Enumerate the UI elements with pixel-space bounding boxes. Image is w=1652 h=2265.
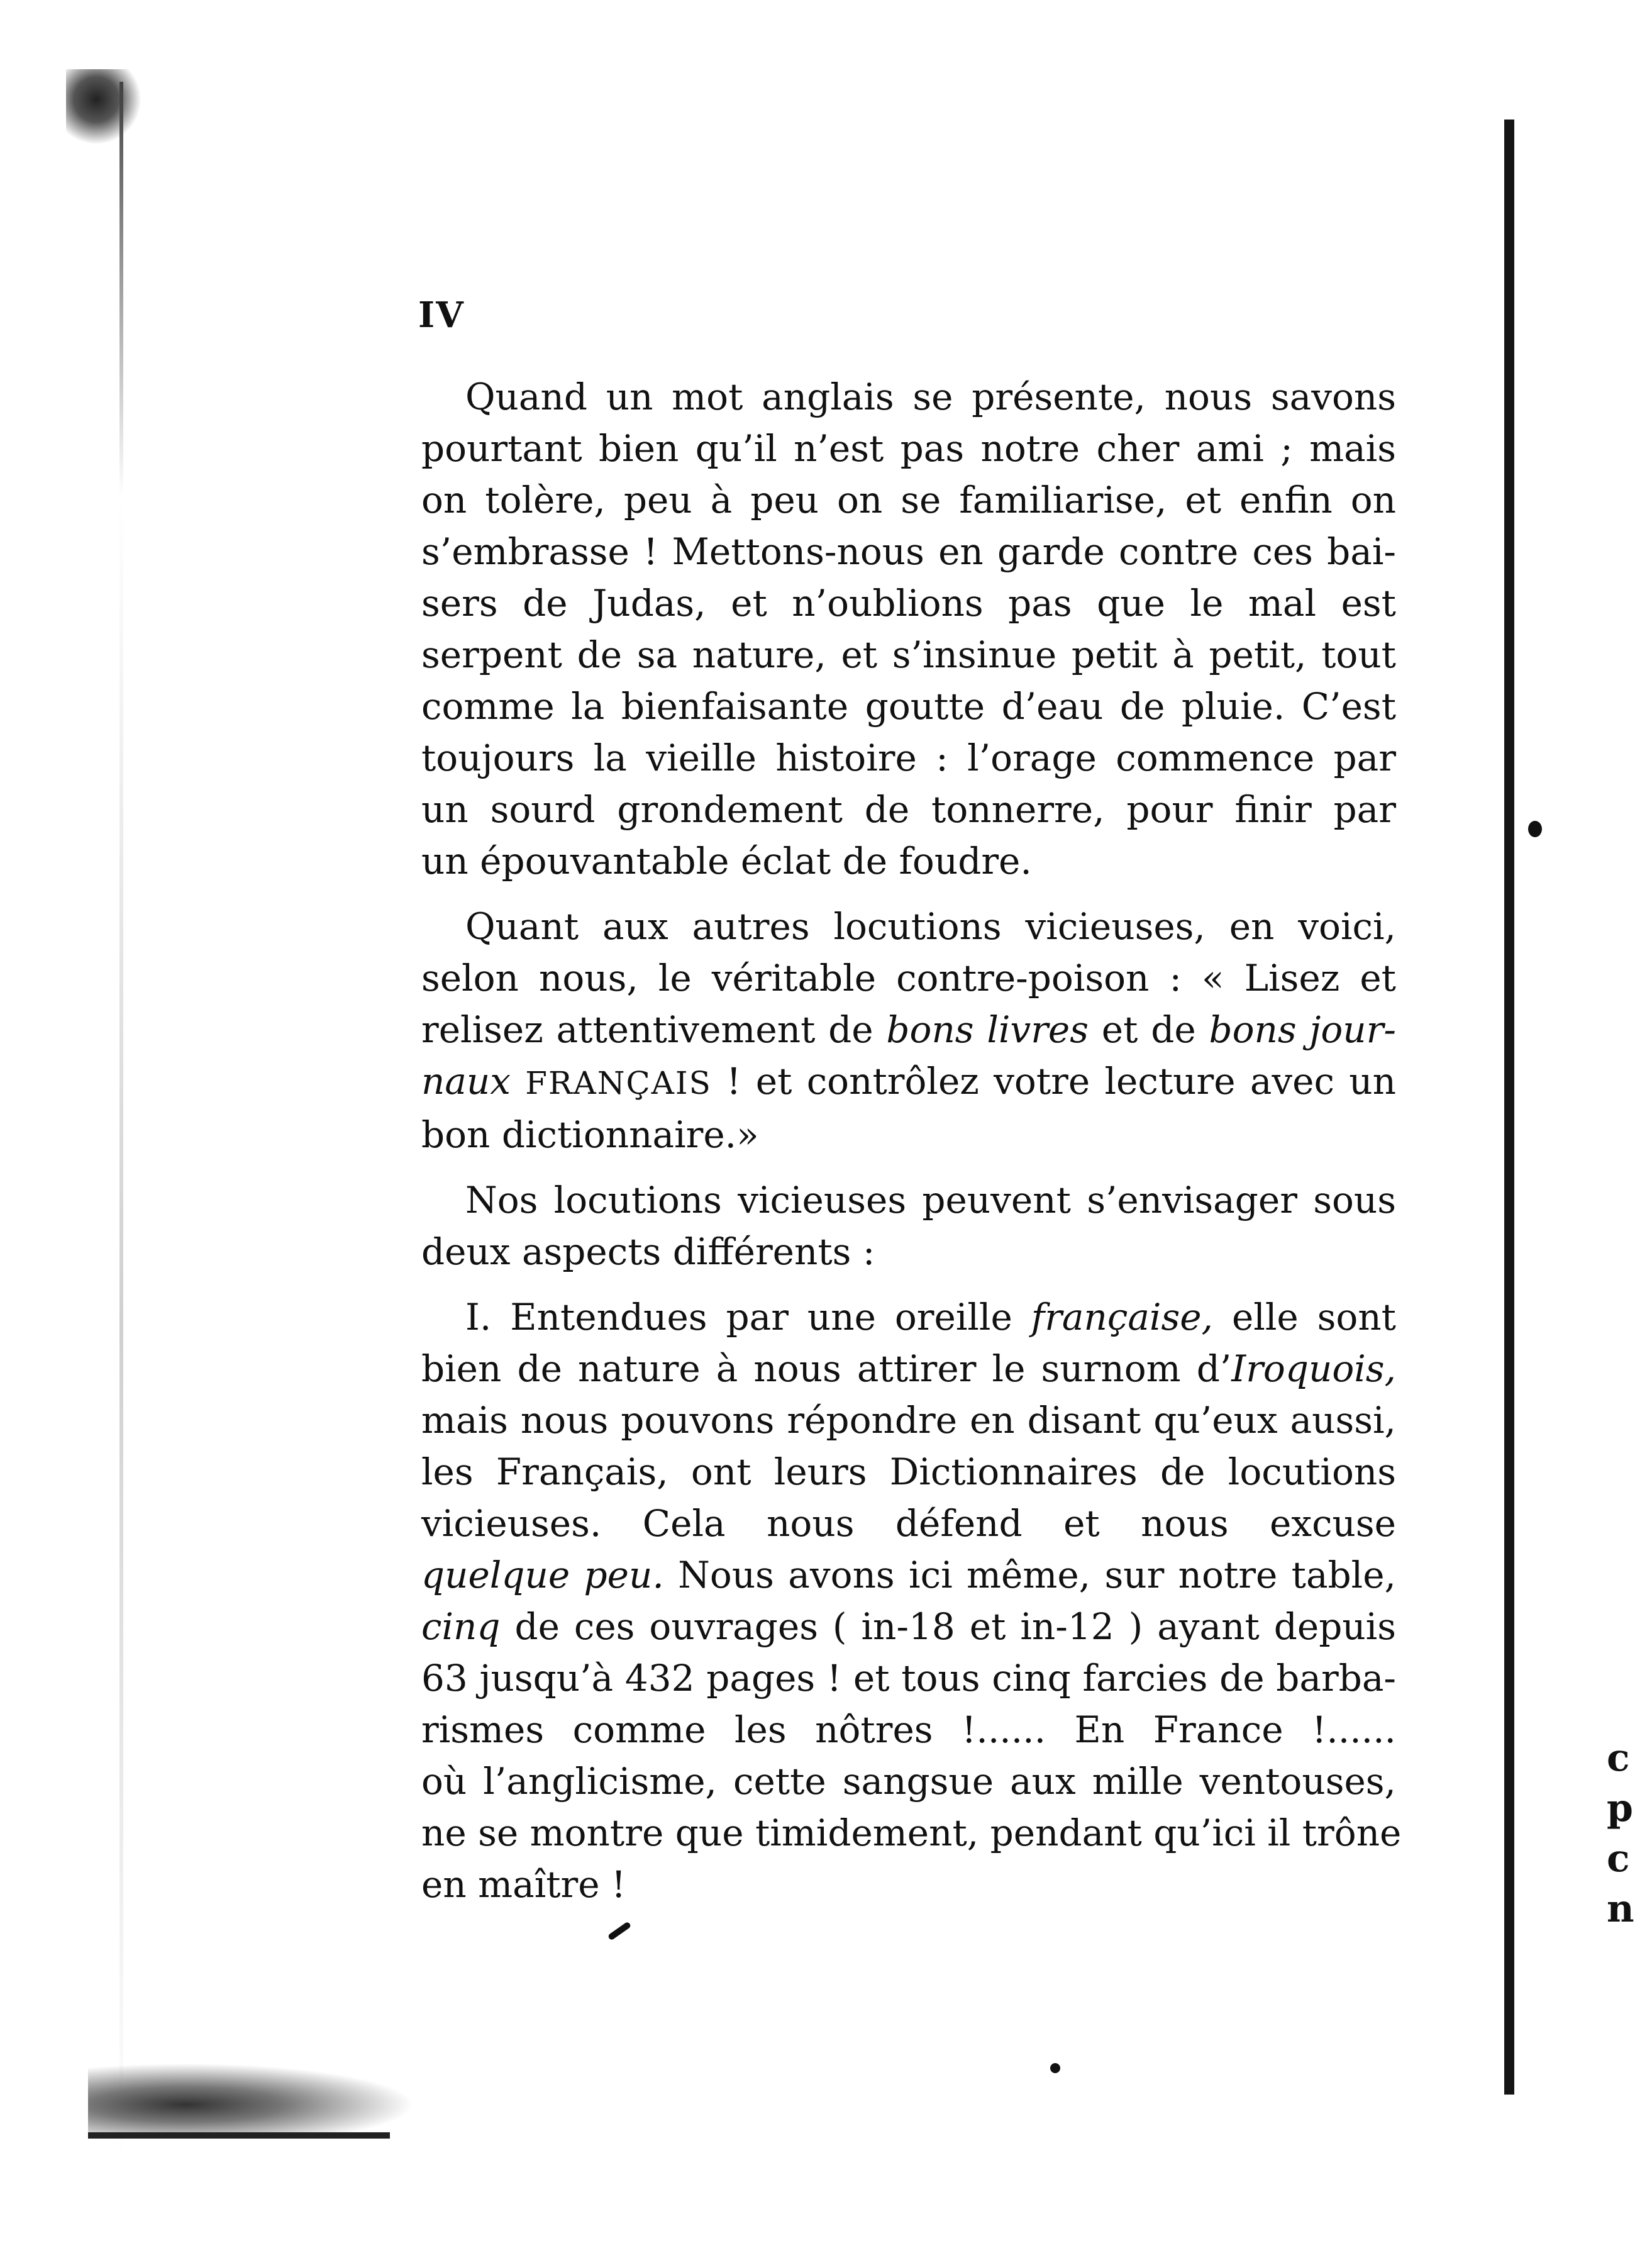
italic-text: naux: [421, 1060, 511, 1103]
text-line: Nos locutions vicieuses peuvent s’envisager sous: [465, 1179, 1396, 1222]
text-line: 63 jusqu’à 432 pages ! et tous cinq farcies de barba-: [421, 1657, 1396, 1700]
paragraph-3: [421, 1174, 1396, 1277]
paragraph-2: [421, 901, 1396, 1160]
text-line: vicieuses. Cela nous défend et nous excuse: [421, 1502, 1396, 1545]
page-number: IV: [418, 294, 465, 336]
scan-smudge-top-left: [66, 69, 141, 145]
text-line: Quand un mot anglais se présente, nous savons: [465, 376, 1396, 418]
text-segment: bien de nature à nous attirer le surnom d’: [421, 1347, 1232, 1390]
paragraph-4: [421, 1291, 1402, 1910]
text-line: mais nous pouvons répondre en disant qu’eux aussi,: [421, 1399, 1396, 1442]
text-line: [421, 1004, 1396, 1055]
text-line: [421, 1055, 1396, 1109]
ink-speck: [1050, 2063, 1060, 2073]
italic-text: bons livres: [886, 1008, 1089, 1051]
text-line: ne se montre que timidement, pendant qu’ici il trône: [421, 1811, 1402, 1854]
text-line: pourtant bien qu’il n’est pas notre cher ami ; mais: [421, 427, 1396, 470]
italic-text: française,: [1031, 1296, 1213, 1338]
text-line: les Français, ont leurs Dictionnaires de locutions: [421, 1450, 1396, 1493]
text-line: un sourd grondement de tonnerre, pour finir par: [421, 788, 1396, 831]
text-line: [421, 1601, 1396, 1652]
text-line: bon dictionnaire.»: [421, 1113, 759, 1156]
text-line: Quant aux autres locutions vicieuses, en voici,: [465, 905, 1396, 948]
text-segment: de ces ouvrages ( in-18 et in-12 ) ayant depuis: [500, 1605, 1396, 1648]
fragment-letter: c: [1607, 1736, 1630, 1780]
fragment-letter: n: [1607, 1887, 1634, 1931]
text-segment: et de: [1089, 1008, 1209, 1051]
page-binding-edge: [1504, 120, 1514, 2095]
text-segment: Nous avons ici même, sur notre table,: [663, 1554, 1396, 1596]
italic-text: bons jour-: [1209, 1008, 1396, 1051]
text-line: deux aspects différents :: [421, 1230, 875, 1273]
paragraph-1: [421, 371, 1396, 887]
italic-text: cinq: [421, 1605, 501, 1648]
scan-left-edge: [119, 82, 123, 2157]
text-line: [421, 1291, 1396, 1343]
body-text: [421, 371, 1402, 1924]
adjacent-page-fragment: [1607, 1733, 1634, 1934]
text-line: serpent de sa nature, et s’insinue petit à petit, tout: [421, 633, 1396, 676]
text-line: comme la bienfaisante goutte d’eau de pluie. C’est: [421, 685, 1396, 728]
text-line: toujours la vieille histoire : l’orage commence par: [421, 737, 1396, 779]
fragment-letter: c: [1607, 1837, 1630, 1881]
text-line: s’embrasse ! Mettons-nous en garde contre ces bai-: [421, 530, 1396, 573]
italic-text: Iroquois,: [1231, 1347, 1396, 1390]
scan-smudge-bottom-left: [88, 2063, 415, 2132]
text-line: rismes comme les nôtres !...... En France !......: [421, 1708, 1396, 1751]
italic-text: quelque peu.: [421, 1554, 664, 1596]
fragment-letter: p: [1607, 1786, 1633, 1830]
text-segment: relisez attentivement de: [421, 1008, 887, 1051]
text-line: [421, 1549, 1396, 1601]
ink-speck: [1528, 821, 1542, 837]
text-line: on tolère, peu à peu on se familiarise, et enfin on: [421, 479, 1396, 521]
ink-speck: [607, 1921, 632, 1940]
text-line: selon nous, le véritable contre-poison : « Lisez et: [421, 957, 1396, 999]
text-segment: elle sont: [1213, 1296, 1396, 1338]
text-line: [421, 1343, 1396, 1394]
text-segment: I. Entendues par une oreille: [465, 1296, 1031, 1338]
text-segment: ! et contrôlez votre lecture avec un: [711, 1060, 1396, 1103]
text-line: un épouvantable éclat de foudre.: [421, 840, 1032, 882]
text-line: sers de Judas, et n’oublions pas que le mal est: [421, 582, 1396, 625]
small-caps-text: FRANÇAIS: [525, 1065, 712, 1101]
scan-bottom-line: [88, 2132, 390, 2139]
text-line: où l’anglicisme, cette sangsue aux mille ventouses,: [421, 1760, 1396, 1803]
text-line: en maître !: [421, 1863, 626, 1906]
